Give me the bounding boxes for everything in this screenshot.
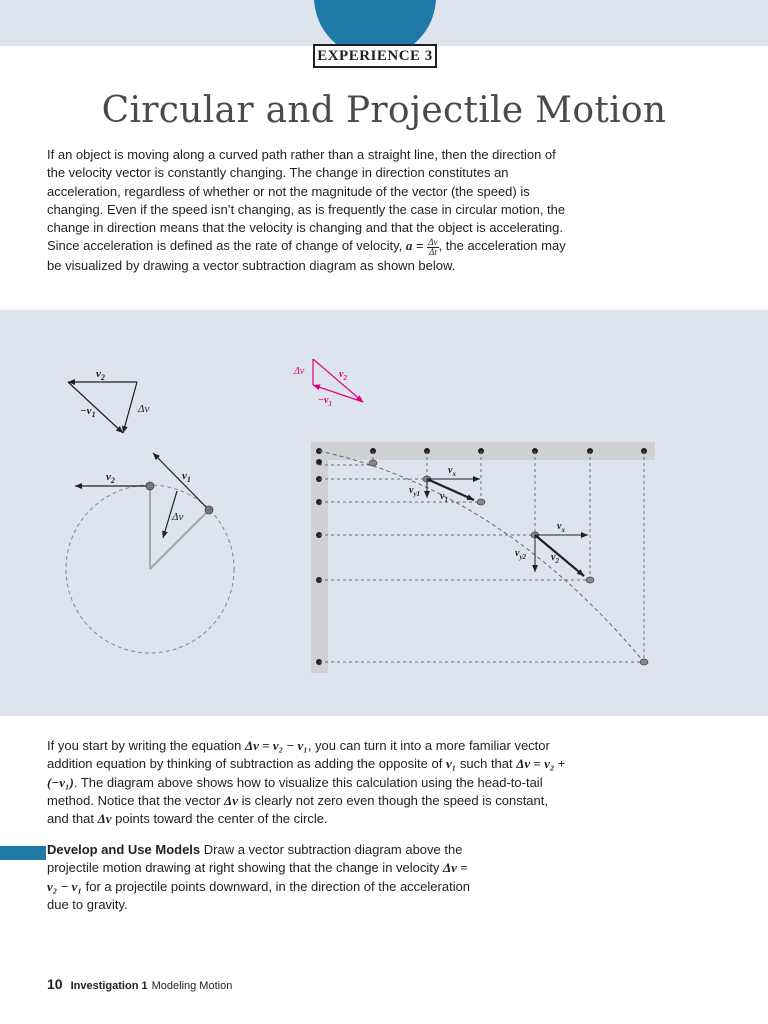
triangle-neg-v1-label: $-v_1$ [80, 405, 96, 419]
v1-label: $v_1$ [440, 491, 448, 504]
explanation-text-2: , you can turn it into a more familiar vector addition equation by thinking of subtraction as adding the opposite of [47, 738, 550, 772]
develop-paragraph [47, 841, 477, 914]
circle-dv-label: Δv [172, 511, 184, 523]
intro-paragraph [47, 146, 567, 275]
object-position-1 [146, 482, 154, 490]
v1-symbol: v₁ [445, 756, 457, 772]
experience-label: EXPERIENCE 3 [313, 44, 437, 68]
accel-fraction [427, 238, 438, 257]
vx2-label: $v_x$ [557, 521, 565, 534]
equals-sign: = [412, 238, 428, 254]
page-title: Circular and Projectile Motion [101, 90, 667, 131]
magenta-v2-label: $v_2$ [339, 369, 347, 382]
accel-symbol: a [405, 238, 413, 254]
magenta-dv-label: Δv [294, 366, 305, 377]
triangle-dv-label: Δv [138, 403, 150, 415]
dv-symbol-1: Δv [224, 792, 238, 808]
explanation-text-3: such that [456, 756, 517, 772]
vx1-label: $v_x$ [448, 465, 456, 478]
triangle-neg-v1-arrow [68, 382, 123, 433]
fraction-denominator: Δt [428, 246, 437, 257]
develop-equation: Δv = v₂ − v₁ [47, 860, 468, 894]
footer-subtitle: Modeling Motion [151, 980, 233, 992]
page-number: 10 [47, 976, 63, 992]
triangle-dv-arrow [123, 382, 137, 433]
vector-triangle-magenta [293, 359, 363, 408]
circle-v1-label: $v_1$ [182, 470, 191, 484]
develop-text-1: Draw a vector subtraction diagram above the projectile motion drawing at right showing that the change in velocity [47, 842, 463, 876]
object-position-2 [205, 506, 213, 514]
vy2-label: $v_{y2}$ [515, 548, 527, 561]
magenta-neg-v1-label: $-v_1$ [318, 395, 332, 408]
projectile-trajectory [319, 451, 644, 662]
vy1-label: $v_{y1}$ [409, 485, 421, 498]
explanation-text-1: If you start by writing the equation [47, 738, 245, 753]
equation-1: Δv = v₂ − v₁ [245, 738, 308, 753]
circle-v2-label: $v_2$ [106, 471, 115, 485]
projectile-motion-diagram [311, 442, 655, 673]
vector-triangle-black [68, 368, 149, 433]
explanation-text-6: points toward the center of the circle. [111, 811, 328, 827]
activity-marker-bar [0, 846, 46, 860]
v2-arrow [535, 535, 584, 576]
v1-arrow [427, 479, 474, 500]
develop-heading: Develop and Use Models [47, 842, 201, 857]
equation-2: Δv = v₂ + (−v₁) [47, 756, 566, 790]
circle-v1-arrow [153, 453, 209, 510]
projection-guide-lines [319, 451, 644, 662]
footer-investigation: Investigation 1 [70, 980, 148, 992]
explanation-text-5: is clearly not zero even though the speed is constant, and that [47, 792, 548, 827]
circular-motion-diagram [66, 453, 234, 653]
dv-symbol-2: Δv [97, 811, 112, 827]
explanation-paragraph [47, 737, 567, 828]
page-footer [47, 976, 232, 992]
intro-text-2: , the acceleration may be visualized by drawing a vector subtraction diagram as shown below. [47, 238, 566, 273]
motion-figure [0, 310, 768, 716]
v2-label: $v_2$ [551, 552, 559, 565]
develop-text-2: for a projectile points downward, in the direction of the acceleration due to gravity. [47, 878, 471, 912]
intro-text-1: If an object is moving along a curved path rather than a straight line, then the direction of the velocity vector is constantly changing. The change in direction constitutes an acceleration, regardless of whether or not the magnitude of the vector (the speed) is changing. Even if the speed isn’t changing, as is frequently the case in circular motion, the change in direction means that the velocity is changing and that the object is accelerating. Since acceleration is defined as the rate of change of velocity, [47, 147, 566, 254]
explanation-text-4: . The diagram above shows how to visualize this calculation using the head-to-tail method. Notice that the vector [47, 774, 543, 808]
triangle-v2-label: $v_2$ [96, 368, 105, 382]
fraction-numerator: Δv [428, 236, 438, 247]
